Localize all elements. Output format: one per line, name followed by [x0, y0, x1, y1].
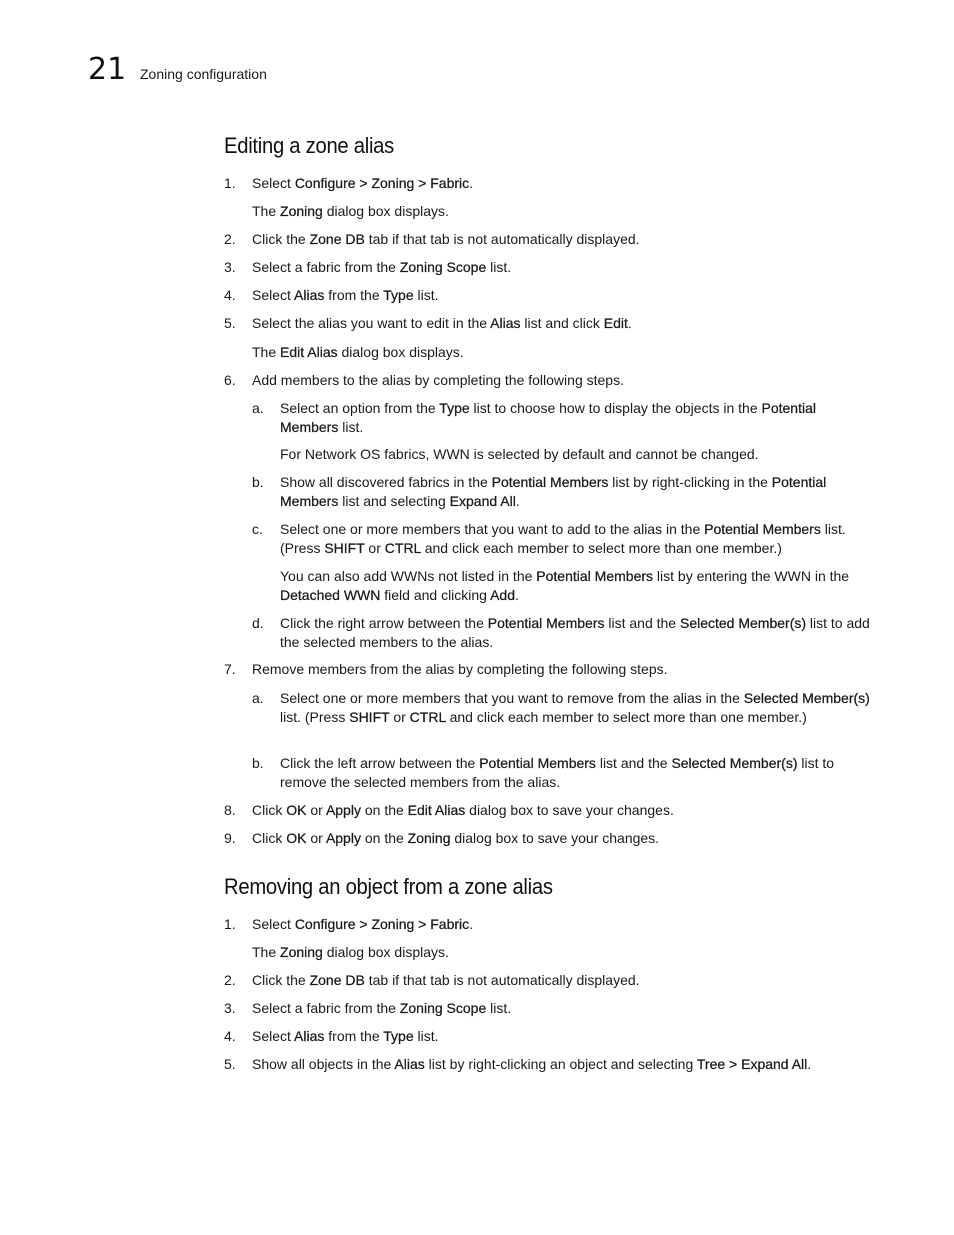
section-title-editing-zone-alias: Editing a zone alias: [224, 133, 395, 158]
chapter-title: Zoning configuration: [140, 66, 267, 82]
chapter-number: 21: [88, 52, 127, 87]
section-title-removing-object: Removing an object from a zone alias: [224, 874, 553, 899]
